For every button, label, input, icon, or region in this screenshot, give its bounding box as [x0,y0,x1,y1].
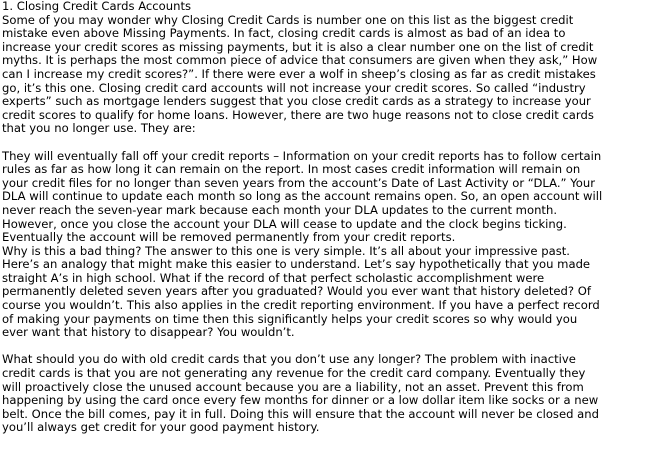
paragraph-old-cards [2,353,650,435]
paragraph-line: credit scores to qualify for home loans. However, there are two huge reasons not to close credit cards [2,107,594,122]
paragraph-line: mistake even above Missing Payments. In fact, closing credit cards is almost as bad of an idea to [2,26,566,41]
paragraph-line: never reach the seven-year mark because each month your DLA updates to the current month. [2,202,557,217]
paragraph-line: can I increase my credit scores?”. If there were ever a wolf in sheep’s closing as far as credit mistakes [2,66,596,81]
paragraph-line: straight A’s in high school. What if the record of that perfect scholastic accomplishment were [2,270,545,285]
paragraph-line: myths. It is perhaps the most common piece of advice that consumers are given when they ask,” How [2,53,598,68]
paragraph-line: They will eventually fall off your credit reports – Information on your credit reports has to follow certain [2,148,602,163]
paragraph-line: Here’s an analogy that might make this easier to understand. Let’s say hypothetically that you made [2,257,591,272]
paragraph-line: However, once you close the account your DLA will cease to update and the clock begins ticking. [2,216,567,231]
document-heading: 1. Closing Credit Cards Accounts [2,0,192,13]
paragraph-line: ever want that history to disappear? You wouldn’t. [2,325,295,340]
paragraph-line: credit cards is that you are not generating any revenue for the credit card company. Eventually they [2,366,586,381]
paragraph-line: of making your payments on time then this significantly helps your credit scores so why would you [2,311,578,326]
paragraph-line: Eventually the account will be removed permanently from your credit reports. [2,230,456,245]
paragraph-line: that you no longer use. They are: [2,121,196,136]
paragraph-line: experts” such as mortgage lenders suggest that you close credit cards as a strategy to increase your [2,94,591,109]
paragraph-line: will proactively close the unused account because you are a liability, not an asset. Prevent this from [2,379,584,394]
paragraph-spacer [2,136,650,150]
paragraph-line: permanently deleted seven years after you graduated? Would you ever want that history deleted? Of [2,284,591,299]
paragraph-line: Some of you may wonder why Closing Credit Cards is number one on this list as the biggest credit [2,12,574,27]
paragraph-line: DLA will continue to update each month so long as the account remains open. So, an open account will [2,189,603,204]
paragraph-line: Why is this a bad thing? The answer to this one is very simple. It’s all about your impressive past. [2,243,570,258]
paragraph-line: rules as far as how long it can remain on the report. In most cases credit information will remain on [2,162,581,177]
paragraph-spacer [2,340,650,354]
paragraph-line: increase your credit scores as missing payments, but it is also a clear number one on the list of credit [2,39,594,54]
paragraph-line: your credit files for no longer than seven years from the account’s Date of Last Activity or “DLA.” Your [2,175,595,190]
paragraph-line: What should you do with old credit cards that you don’t use any longer? The problem with inactive [2,352,576,367]
paragraph-line: belt. Once the bill comes, pay it in full. Doing this will ensure that the account will never be closed and [2,406,599,421]
paragraph-fall-off-reports [2,150,650,340]
paragraph-line: happening by using the card once every few months for dinner or a low dollar item like socks or a new [2,393,599,408]
paragraph-line: course you wouldn’t. This also applies in the credit reporting environment. If you have a perfect record [2,298,600,313]
paragraph-line: you’ll always get credit for your good payment history. [2,420,320,435]
paragraph-intro [2,14,650,136]
paragraph-line: go, it’s this one. Closing credit card accounts will not increase your credit scores. So called “industry [2,80,586,95]
